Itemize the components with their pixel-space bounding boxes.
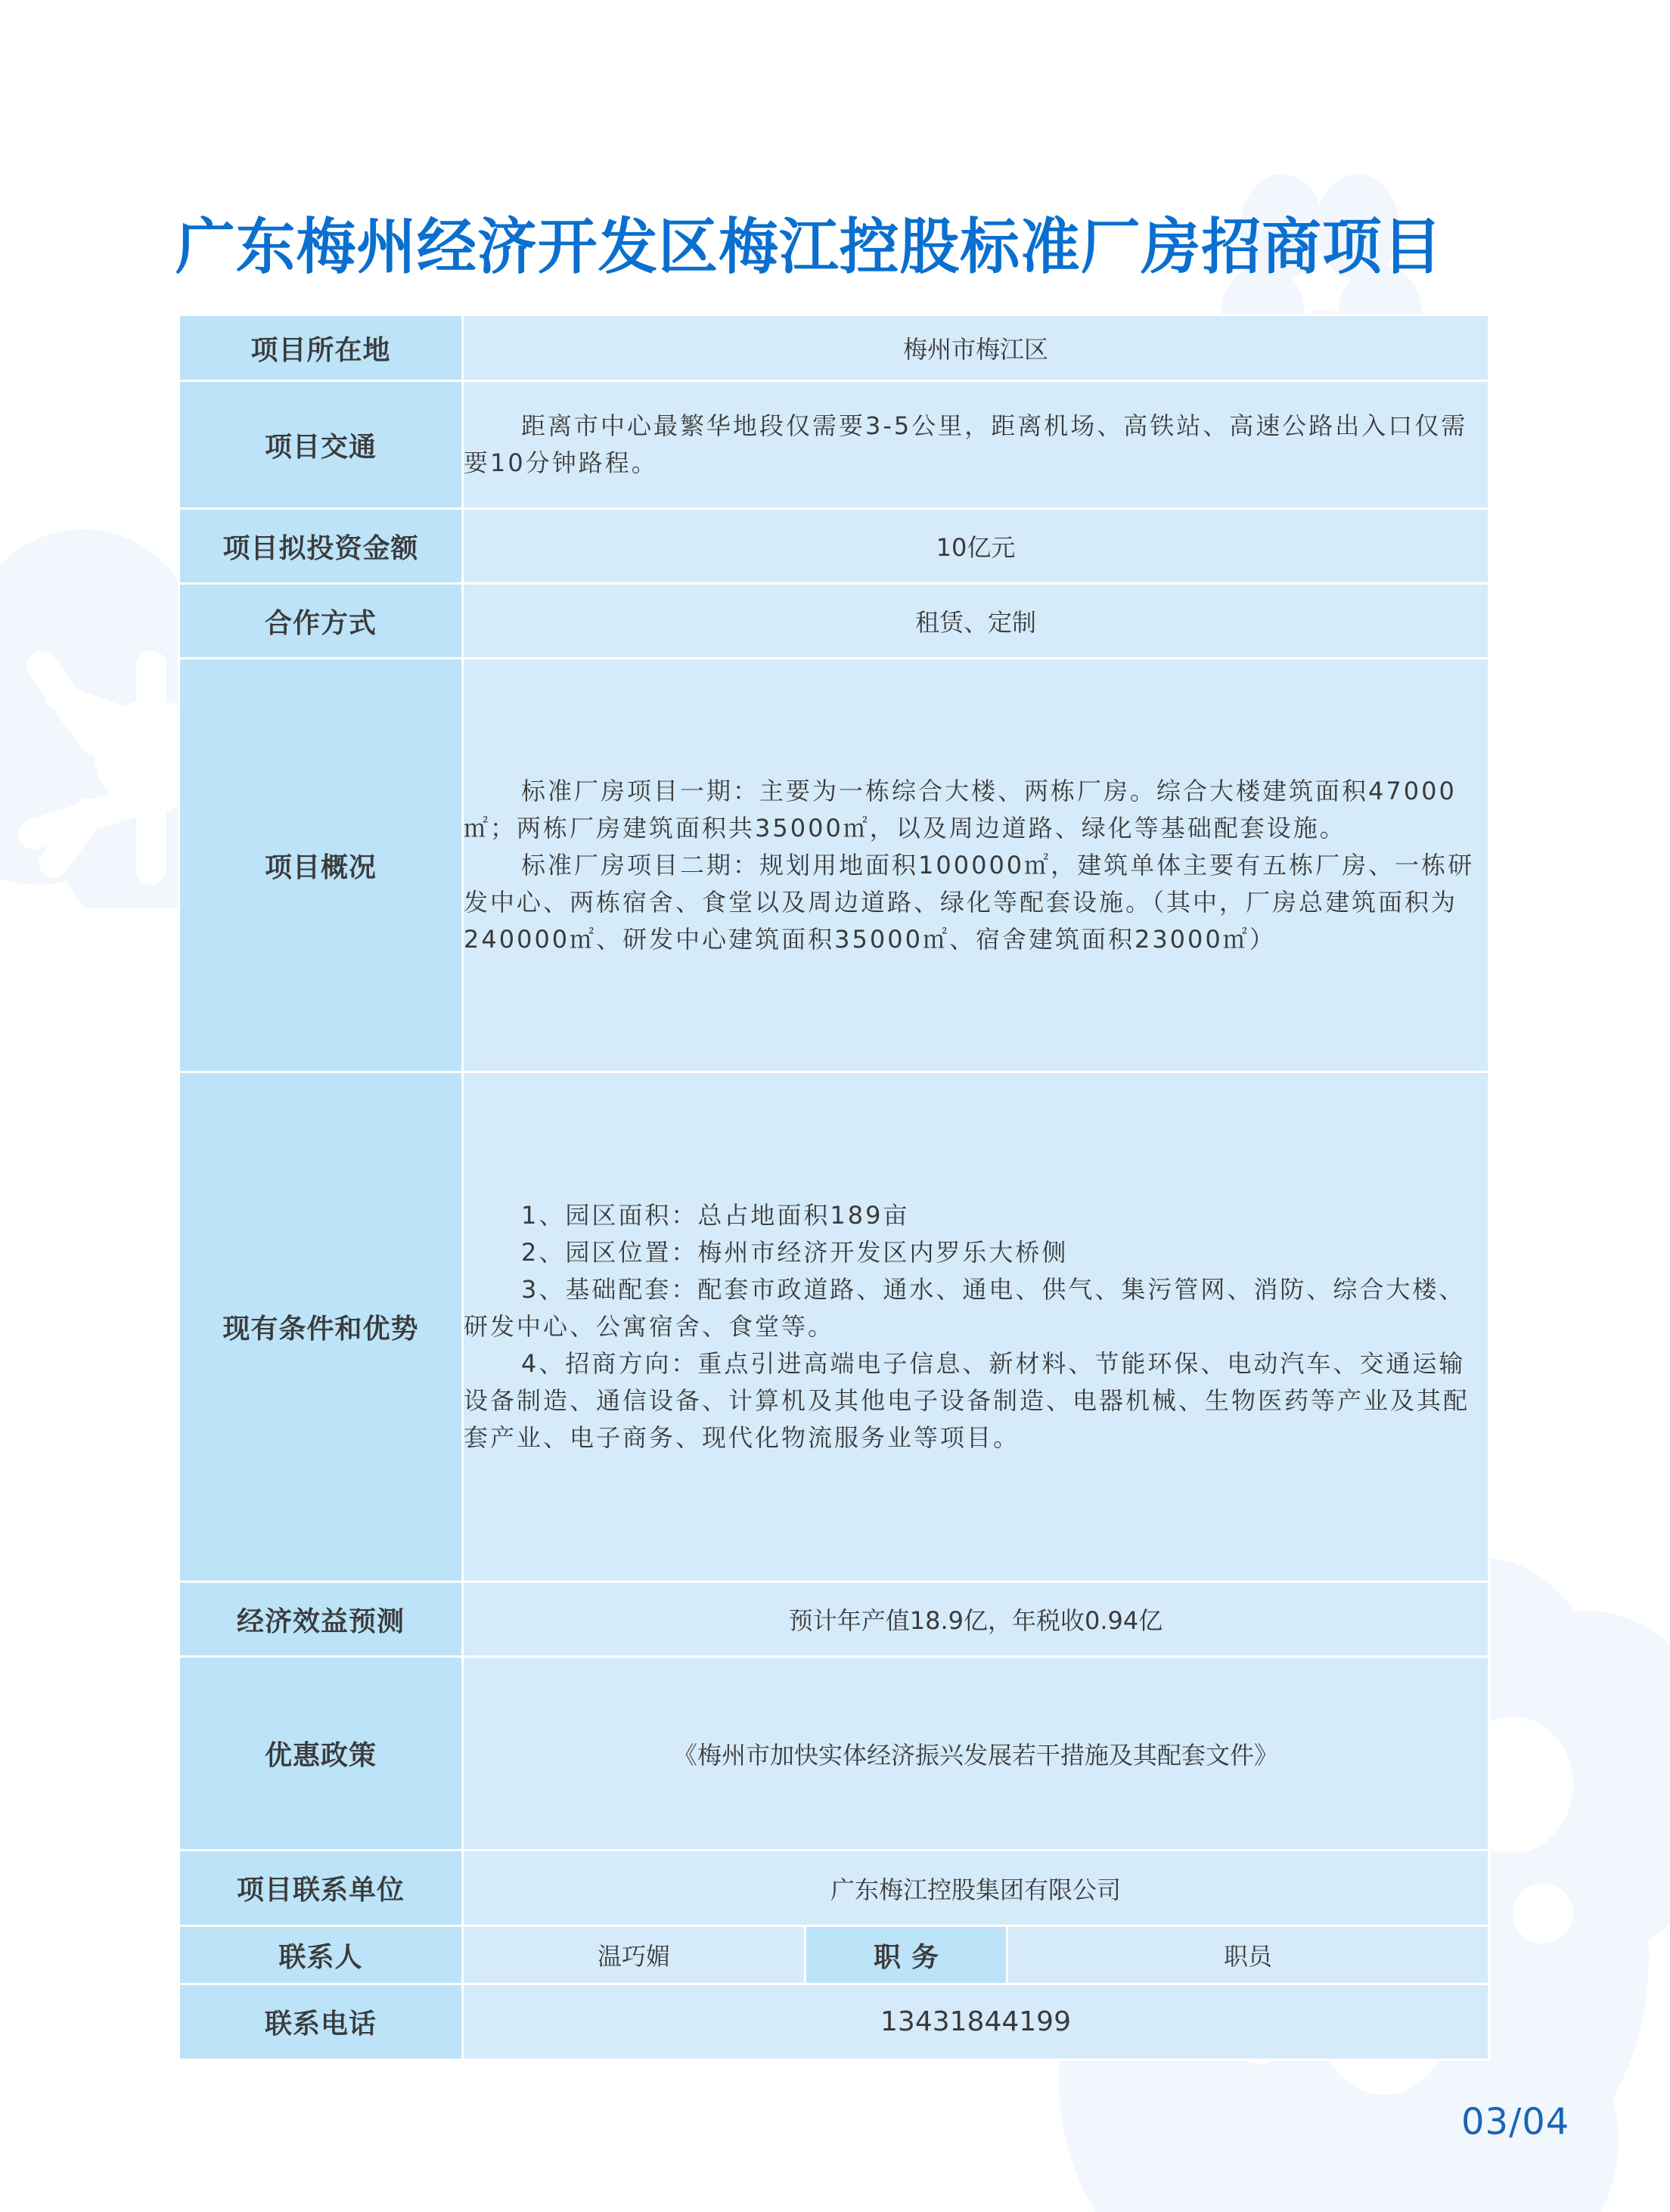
row-contact-unit [179, 1851, 1489, 1926]
row-policy [179, 1657, 1489, 1851]
contact-unit-label: 项目联系单位 [179, 1851, 463, 1926]
economic-label: 经济效益预测 [179, 1582, 463, 1657]
project-info-table [178, 314, 1490, 2061]
page-title: 广东梅州经济开发区梅江控股标准厂房招商项目 [175, 212, 1443, 282]
investment-label: 项目拟投资金额 [179, 509, 463, 584]
conditions-item: 1、园区面积：总占地面积189亩 [521, 1201, 910, 1230]
transport-label: 项目交通 [179, 381, 463, 509]
position-value: 职员 [1007, 1926, 1489, 1984]
phone-label: 联系电话 [179, 1984, 463, 2060]
row-economic [179, 1582, 1489, 1657]
position-label [806, 1926, 1007, 1984]
phone-number: 13431844199 [880, 2006, 1071, 2037]
plum-blossom-decor-left [0, 529, 197, 907]
conditions-item: 3、基础配套：配套市政道路、通水、通电、供气、集污管网、消防、综合大楼、研发中心、公寓宿舍、食堂等。 [464, 1275, 1466, 1341]
conditions-label: 现有条件和优势 [179, 1072, 463, 1582]
conditions-item: 4、招商方向：重点引进高端电子信息、新材料、节能环保、电动汽车、交通运输设备制造、通信设备、计算机及其他电子设备制造、电器机械、生物医药等产业及其配套产业、电子商务、现代化物流服务业等项目。 [464, 1349, 1470, 1452]
policy-label: 优惠政策 [179, 1657, 463, 1851]
economic-value: 预计年产值18.9亿，年税收0.94亿 [463, 1582, 1489, 1657]
policy-value: 《梅州市加快实体经济振兴发展若干措施及其配套文件》 [463, 1657, 1489, 1851]
position-label-text: 职务 [873, 1941, 949, 1973]
row-transport [179, 381, 1489, 509]
conditions-item: 2、园区位置：梅州市经济开发区内罗乐大桥侧 [521, 1238, 1069, 1267]
row-conditions [179, 1072, 1489, 1582]
row-location [179, 315, 1489, 381]
row-overview [179, 659, 1489, 1072]
contact-person-label: 联系人 [179, 1926, 463, 1984]
row-investment [179, 509, 1489, 584]
overview-paragraph: 标准厂房项目二期：规划用地面积100000㎡，建筑单体主要有五栋厂房、一栋研发中心、两栋宿舍、食堂以及周边道路、绿化等配套设施。（其中，厂房总建筑面积为240000㎡、研发中心建筑面积35000㎡、宿舍建筑面积23000㎡） [464, 850, 1475, 954]
cooperation-value: 租赁、定制 [463, 584, 1489, 659]
conditions-value [463, 1072, 1489, 1582]
location-value: 梅州市梅江区 [463, 315, 1489, 381]
row-phone [179, 1984, 1489, 2060]
overview-paragraph: 标准厂房项目一期：主要为一栋综合大楼、两栋厂房。综合大楼建筑面积47000㎡；两栋厂房建筑面积共35000㎡，以及周边道路、绿化等基础配套设施。 [464, 776, 1457, 842]
page-number: 03/04 [1461, 2101, 1570, 2143]
contact-person-name: 温巧媚 [463, 1926, 806, 1984]
row-contact-person [179, 1926, 1489, 1984]
row-cooperation [179, 584, 1489, 659]
overview-label: 项目概况 [179, 659, 463, 1072]
phone-value [463, 1984, 1489, 2060]
overview-value [463, 659, 1489, 1072]
transport-text: 距离市中心最繁华地段仅需要3-5公里，距离机场、高铁站、高速公路出入口仅需要10分钟路程。 [464, 411, 1468, 477]
investment-value: 10亿元 [463, 509, 1489, 584]
location-label: 项目所在地 [179, 315, 463, 381]
contact-unit-value: 广东梅江控股集团有限公司 [463, 1851, 1489, 1926]
cooperation-label: 合作方式 [179, 584, 463, 659]
transport-value [463, 381, 1489, 509]
